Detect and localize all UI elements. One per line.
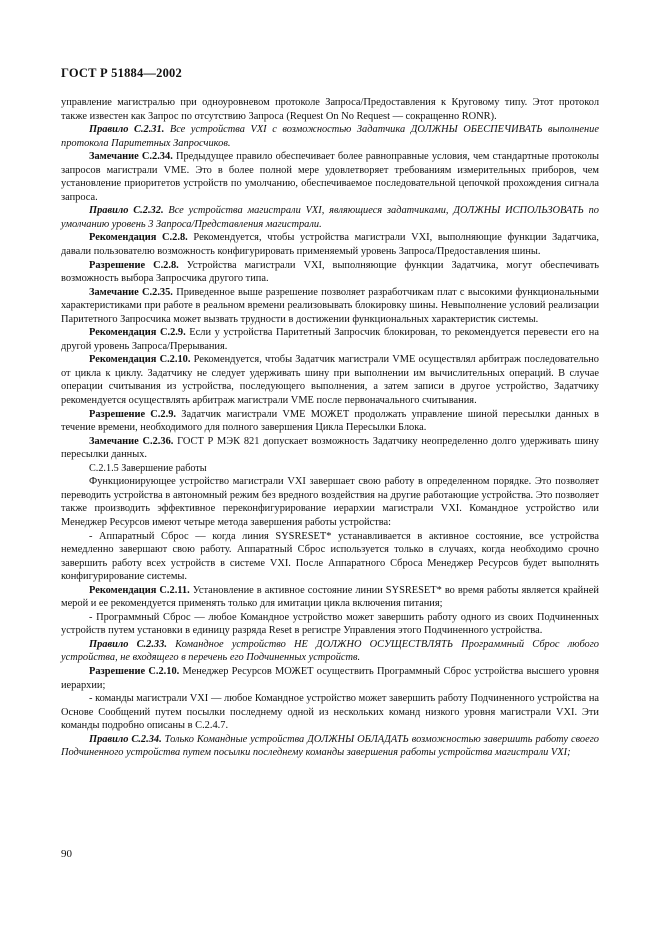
paragraph-text: - Программный Сброс — любое Командное устройство может завершить работу одного из своих Подчиненных устройств путем установки в единицу разряда Reset в регистре Управления этого Подчиненного устройства. — [61, 611, 599, 637]
clause-label: Правило С.2.31. — [89, 124, 165, 136]
paragraph — [61, 353, 599, 407]
clause-label: Разрешение С.2.9. — [89, 408, 176, 420]
paragraph-text: ГОСТ Р МЭК 821 допускает возможность Задатчику неопределенно долго удерживать шину пересылки данных. — [61, 435, 599, 461]
paragraph — [61, 692, 599, 733]
paragraph-text: Менеджер Ресурсов МОЖЕТ осуществить Программный Сброс устройства высшего уровня иерархии; — [61, 665, 599, 691]
paragraph — [61, 733, 599, 760]
paragraph-text: Все устройства VXI с возможностью Задатчика ДОЛЖНЫ ОБЕСПЕЧИВАТЬ выполнение протокола Паритетных Запросчиков. — [61, 124, 599, 149]
clause-label: Рекомендация С.2.8. — [89, 232, 188, 244]
paragraph-text: - команды магистрали VXI — любое Командное устройство может завершить работу Подчиненного устройства на Основе Сообщений путем посылки последнему одной из нескольких команд низкого уровня магистрали VXI. Эти команды подробно описаны в С.2.4.7. — [61, 693, 599, 732]
paragraph — [61, 475, 599, 529]
paragraph-text: Только Командные устройства ДОЛЖНЫ ОБЛАДАТЬ возможностью завершить работу своего Подчиненного устройства путем посылки последнему команды завершения работы устройства магистрали VXI; — [61, 733, 599, 759]
paragraph — [61, 150, 599, 204]
paragraph-text: С.2.1.5 Завершение работы — [89, 462, 207, 474]
page-number: 90 — [61, 848, 72, 860]
paragraph-text: Приведенное выше разрешение позволяет разработчикам плат с высокими функциональными характеристиками при работе в реальном времени реализовывать блокировку шины. Невыполнение условий реализации Паритетного Запросчика может вызвать трудности в достижении функциональных характеристик системы. — [61, 286, 599, 325]
clause-label: Рекомендация С.2.9. — [89, 327, 186, 339]
clause-label: Рекомендация С.2.10. — [89, 354, 191, 366]
paragraph-text: Функционирующее устройство магистрали VXI завершает свою работу в определенном порядке. Это позволяет переводить устройства в автономный режим без вредного воздействия на другие работающие устройства. Это позволяет также производить эффективное переконфигурирование иерархии магистрали VXI. Командное устройство или Менеджер Ресурсов имеют четыре метода завершения работы устройства: — [61, 476, 599, 528]
paragraph — [61, 638, 599, 665]
clause-label: Замечание С.2.36. — [89, 435, 174, 447]
clause-label: Правило С.2.34. — [89, 733, 162, 745]
paragraph — [61, 435, 599, 462]
clause-label: Правило С.2.32. — [89, 205, 164, 217]
paragraph-text: управление магистралью при одноуровневом протоколе Запроса/Предоставления к Круговому типу. Этот протокол также известен как Запрос по отсутствию Запроса (Request On No Request — сокращенно RONR). — [61, 97, 599, 122]
paragraph-text: Командное устройство НЕ ДОЛЖНО ОСУЩЕСТВЛЯТЬ Программный Сброс любого устройства, не входящего в перечень его Подчиненных устройств. — [61, 638, 599, 664]
clause-label: Разрешение С.2.8. — [89, 259, 179, 271]
document-body — [61, 96, 599, 760]
paragraph-text: Рекомендуется, чтобы устройства магистрали VXI, выполняющие функции Задатчика, давали пользователю возможность конфигурировать применяемый уровень Запроса/Предоставления шины. — [61, 232, 599, 258]
paragraph — [61, 231, 599, 258]
paragraph — [61, 584, 599, 611]
clause-label: Рекомендация С.2.11. — [89, 584, 190, 596]
subsection-heading — [61, 462, 599, 476]
paragraph-text: Если у устройства Паритетный Запросчик блокирован, то рекомендуется перевести его на другой уровень Запроса/Прерывания. — [61, 327, 599, 352]
paragraph — [61, 286, 599, 327]
paragraph — [61, 611, 599, 638]
page-header: ГОСТ Р 51884—2002 — [61, 66, 182, 80]
paragraph — [61, 123, 599, 150]
paragraph-text: Рекомендуется, чтобы Задатчик магистрали VME осуществлял арбитраж последовательно от цикла к циклу. Задатчику не следует удерживать шину при выполнении им вычислительных операций. В случае операции считывания из устройства, последующего выполнения, а затем записи в другое устройство, Задатчику рекомендуется осуществлять арбитраж магистрали VME после первоначального считывания. — [61, 354, 599, 407]
clause-label: Замечание С.2.34. — [89, 151, 173, 163]
paragraph-text: Предыдущее правило обеспечивает более равноправные условия, чем стандартные протоколы запросов магистрали VME. Это в более полной мере удовлетворяет требованиям измерительных приборов, чем установление приоритетов устройств по умолчанию, обеспечиваемое последовательной цепочкой прохождения сигнала запроса. — [61, 151, 600, 203]
paragraph — [61, 259, 599, 286]
paragraph-text: Установление в активное состояние линии SYSRESET* во время работы является крайней мерой и ее рекомендуется применять только для имитации цикла включения питания; — [61, 584, 599, 610]
clause-label: Правило С.2.33. — [89, 638, 167, 650]
paragraph — [61, 96, 599, 123]
paragraph-text: Устройства магистрали VXI, выполняющие функции Задатчика, могут обеспечивать возможность выбора Запросчика другого типа. — [61, 259, 599, 285]
paragraph — [61, 408, 599, 435]
paragraph-text: Все устройства магистрали VXI, являющиеся задатчиками, ДОЛЖНЫ ИСПОЛЬЗОВАТЬ по умолчанию уровень 3 Запроса/Представления магистрали. — [61, 205, 599, 230]
paragraph — [61, 665, 599, 692]
paragraph-text: Задатчик магистрали VME МОЖЕТ продолжать управление шиной пересылки данных в течение времени, необходимого для полного завершения Цикла Пересылки Блока. — [61, 408, 599, 434]
clause-label: Замечание С.2.35. — [89, 286, 173, 298]
paragraph — [61, 204, 599, 231]
paragraph — [61, 326, 599, 353]
paragraph-text: - Аппаратный Сброс — когда линия SYSRESET* устанавливается в активное состояние, все устройства немедленно завершают свою работу. Аппаратный Сброс используется только в случаях, когда необходимо срочно завершить работу всех устройств в системе VXI. После Аппаратного Сброса Менеджер Ресурсов будет выполнять конфигурирование системы. — [61, 530, 599, 583]
paragraph — [61, 530, 599, 584]
clause-label: Разрешение С.2.10. — [89, 665, 180, 677]
